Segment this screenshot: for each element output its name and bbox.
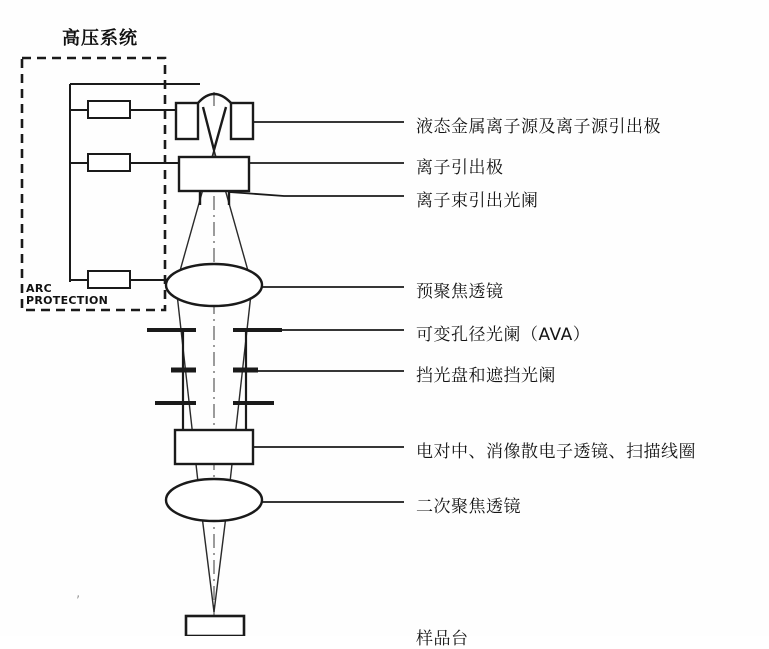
label-prefocus-lens: 预聚焦透镜 bbox=[416, 282, 504, 302]
second-focus-lens bbox=[166, 479, 262, 521]
leader-lines bbox=[229, 122, 404, 502]
scan-artifact-speck: ʼ bbox=[76, 594, 81, 609]
label-beam-extraction-aperture: 离子束引出光阑 bbox=[416, 191, 539, 211]
label-alignment-stigmator-scancoil: 电对中、消像散电子透镜、扫描线圈 bbox=[416, 442, 696, 462]
resistor-symbols bbox=[88, 101, 130, 288]
high-voltage-system-title: 高压系统 bbox=[62, 28, 138, 49]
prefocus-lens bbox=[166, 264, 262, 306]
alignment-stigmator-scancoil bbox=[175, 430, 253, 464]
label-second-focus-lens: 二次聚焦透镜 bbox=[416, 497, 521, 517]
sample-stage bbox=[186, 616, 244, 636]
label-extraction-electrode: 离子引出极 bbox=[416, 158, 504, 178]
arc-protection-label-line2: PROTECTION bbox=[26, 294, 109, 307]
arc-protection-label-line1: ARC bbox=[26, 282, 52, 295]
label-blanking-plate-aperture: 挡光盘和遮挡光阑 bbox=[416, 366, 556, 386]
label-sample-stage: 样品台 bbox=[416, 629, 469, 649]
label-liquid-metal-ion-source: 液态金属离子源及离子源引出极 bbox=[416, 117, 661, 137]
label-variable-aperture: 可变孔径光阑（AVA） bbox=[416, 325, 591, 345]
